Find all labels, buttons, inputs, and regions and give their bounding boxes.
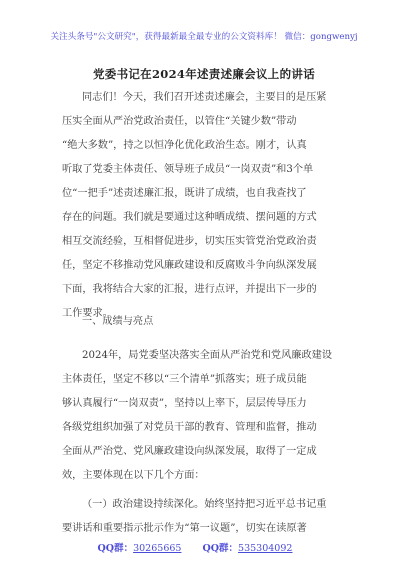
text-line: 各级党组织加强了对党员干部的教育、管理和监督，推动 xyxy=(62,422,317,433)
text-line: 同志们！今天，我们召开述责述廉会，主要目的是压紧 xyxy=(82,92,327,103)
text-line: 全面从严治党、党风廉政建设向纵深发展，取得了一定成 xyxy=(62,446,317,457)
qq-label: QQ群： xyxy=(202,543,239,554)
text-line: 工作要求。 xyxy=(62,308,113,319)
text-line: 主体责任，坚定不移以“三个清单”抓落实；班子成员能 xyxy=(62,374,307,385)
text-line: （一）政治建设持续深化。始终坚持把习近平总书记重 xyxy=(82,499,327,510)
text-line: 下面，我将结合大家的汇报，进行点评，并提出下一步的 xyxy=(62,284,317,295)
section-heading: 一、成绩与亮点 xyxy=(82,316,154,327)
footer-contact xyxy=(0,540,408,554)
document-title: 党委书记在2024年述责述廉会议上的讲话 xyxy=(92,67,315,81)
paragraph-1 xyxy=(62,86,348,326)
text-line: 效，主要体现在以下几个方面： xyxy=(62,470,205,481)
text-line: 压实全面从严治党政治责任，以管住“关键少数”带动 xyxy=(62,116,297,127)
qq-number-link[interactable]: 30265665 xyxy=(133,543,182,554)
text-line: 位“一把手”述责述廉汇报，既讲了成绩，也自我查找了 xyxy=(62,188,307,199)
text-line: 存在的问题。我们就是要通过这种晒成绩、摆问题的方式 xyxy=(62,212,317,223)
paragraph-3 xyxy=(62,493,348,541)
qq-label: QQ群： xyxy=(97,543,134,554)
text-line: 相互交流经验，互相督促进步，切实压实管党治党政治责 xyxy=(62,236,317,247)
text-line: 任，坚定不移推动党风廉政建设和反腐败斗争向纵深发展 xyxy=(62,260,317,271)
text-line: 听取了党委主体责任、领导班子成员“一岗双责”和3个单 xyxy=(62,164,314,175)
text-line: 要讲话和重要指示批示作为“第一议题”，切实在读原著 xyxy=(62,523,307,534)
qq-number-link[interactable]: 535304092 xyxy=(238,543,293,554)
text-line: “绝大多数”，持之以恒净化优化政治生态。刚才，认真 xyxy=(62,140,307,151)
text-line: 够认真履行“一岗双责”，坚持以上率下，层层传导压力 xyxy=(62,398,307,409)
paragraph-2 xyxy=(62,344,348,488)
text-line: 2024年，局党委坚决落实全面从严治党和党风廉政建设 xyxy=(82,350,333,361)
header-banner: 关注头条号"公文研究"，获得最新最全最专业的公文资料库！ 微信：gongwenyj xyxy=(50,32,358,42)
